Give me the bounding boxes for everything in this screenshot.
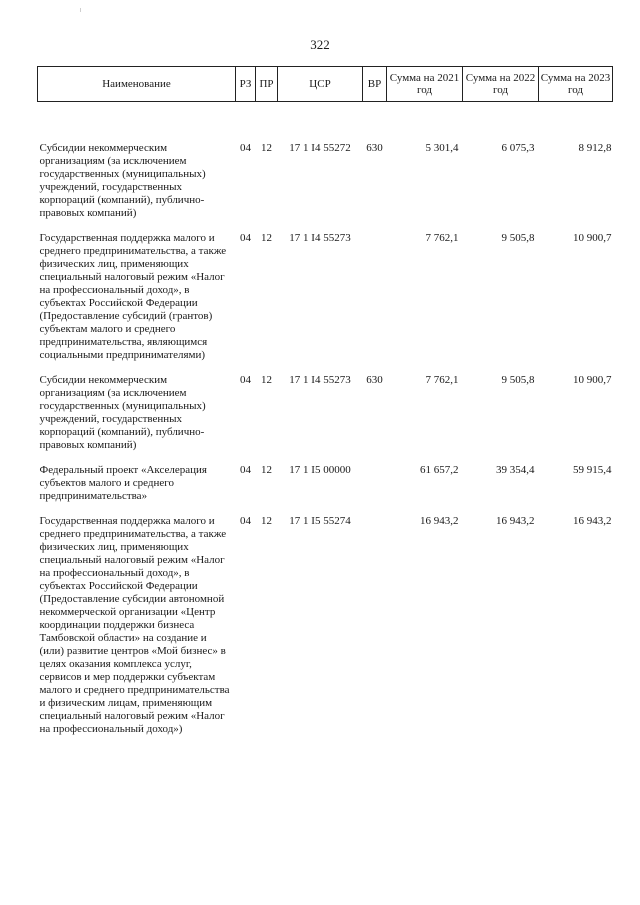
table-row bbox=[38, 464, 613, 515]
row-name: Государственная поддержка малого и среднего предпринимательства, а также физических лиц, применяющих специальный налоговый режим «Налог на профессиональный доход», в субъектах Российской Федерации (Предоставление субсидии автономной некоммерческой организации «Центр координации поддержки бизнеса Тамбовской области» на создание и (или) развитие центров «Мой бизнес» в целях оказания комплекса услуг, сервисов и мер поддержки субъектам малого и среднего предпринимательства и физическим лицам, применяющим специальный налоговый режим «Налог на профессиональный доход») bbox=[39, 515, 230, 735]
row-name: Субсидии некоммерческим организациям (за исключением государственных (муниципальных) учреждений, государственных корпораций (компаний), публично-правовых компаний) bbox=[39, 374, 206, 451]
row-rz: 04 bbox=[240, 374, 251, 386]
row-sum-2023: 10 900,7 bbox=[573, 232, 612, 244]
row-sum-2023: 59 915,4 bbox=[573, 464, 612, 476]
row-csr: 17 1 I5 00000 bbox=[289, 464, 351, 476]
header-sum-2023: Сумма на 2023 год bbox=[539, 67, 613, 102]
row-vr bbox=[363, 232, 387, 374]
row-csr: 17 1 I5 55274 bbox=[289, 515, 351, 527]
table-row bbox=[38, 374, 613, 464]
table-body bbox=[38, 102, 613, 749]
row-csr: 17 1 I4 55273 bbox=[289, 374, 351, 386]
header-name: Наименование bbox=[38, 67, 236, 102]
row-vr bbox=[363, 464, 387, 515]
header-csr: ЦСР bbox=[278, 67, 363, 102]
row-csr: 17 1 I4 55273 bbox=[289, 232, 351, 244]
table-header bbox=[38, 67, 613, 102]
row-sum-2021: 7 762,1 bbox=[425, 374, 459, 386]
row-sum-2022: 16 943,2 bbox=[496, 515, 535, 527]
row-vr: 630 bbox=[366, 374, 383, 386]
header-sum-2022: Сумма на 2022 год bbox=[463, 67, 539, 102]
table-row bbox=[38, 102, 613, 233]
scan-mark bbox=[80, 8, 81, 12]
row-vr bbox=[363, 515, 387, 748]
row-sum-2023: 16 943,2 bbox=[573, 515, 612, 527]
row-vr: 630 bbox=[366, 142, 383, 154]
row-sum-2021: 61 657,2 bbox=[420, 464, 459, 476]
row-rz: 04 bbox=[240, 142, 251, 154]
row-sum-2022: 9 505,8 bbox=[501, 232, 535, 244]
row-sum-2022: 9 505,8 bbox=[501, 374, 535, 386]
table-row bbox=[38, 232, 613, 374]
row-sum-2021: 7 762,1 bbox=[425, 232, 459, 244]
row-csr: 17 1 I4 55272 bbox=[289, 142, 351, 154]
row-sum-2022: 6 075,3 bbox=[501, 142, 535, 154]
row-sum-2021: 16 943,2 bbox=[420, 515, 459, 527]
row-sum-2021: 5 301,4 bbox=[425, 142, 459, 154]
header-rz: РЗ bbox=[236, 67, 256, 102]
row-rz: 04 bbox=[240, 464, 251, 476]
budget-table bbox=[37, 66, 613, 748]
row-sum-2023: 8 912,8 bbox=[578, 142, 612, 154]
header-vr: ВР bbox=[363, 67, 387, 102]
row-pr: 12 bbox=[261, 515, 272, 527]
row-pr: 12 bbox=[261, 142, 272, 154]
page-number: 322 bbox=[310, 37, 330, 52]
row-name: Государственная поддержка малого и среднего предпринимательства, а также физических лиц, применяющих специальный налоговый режим «Налог на профессиональный доход», в субъектах Российской Федерации (Предоставление субсидий (грантов) субъектам малого и среднего предпринимательства, являющимся социальными предпринимателями) bbox=[39, 232, 227, 361]
row-name: Субсидии некоммерческим организациям (за исключением государственных (муниципальных) учреждений, государственных корпораций (компаний), публично-правовых компаний) bbox=[39, 142, 206, 219]
row-sum-2023: 10 900,7 bbox=[573, 374, 612, 386]
table-row bbox=[38, 515, 613, 748]
row-rz: 04 bbox=[240, 232, 251, 244]
header-pr: ПР bbox=[256, 67, 278, 102]
header-sum-2021: Сумма на 2021 год bbox=[387, 67, 463, 102]
row-name: Федеральный проект «Акселерация субъектов малого и среднего предпринимательства» bbox=[39, 464, 207, 502]
row-rz: 04 bbox=[240, 515, 251, 527]
row-pr: 12 bbox=[261, 232, 272, 244]
row-sum-2022: 39 354,4 bbox=[496, 464, 535, 476]
row-pr: 12 bbox=[261, 464, 272, 476]
row-pr: 12 bbox=[261, 374, 272, 386]
